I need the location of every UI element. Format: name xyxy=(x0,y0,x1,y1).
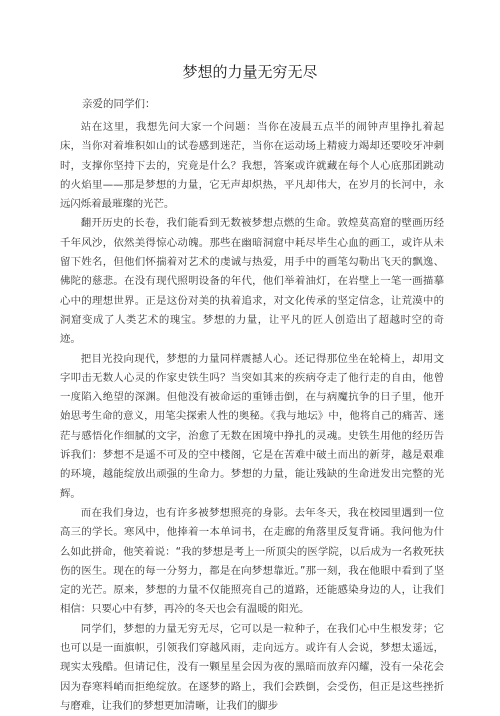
paragraph: 翻开历史的长卷，我们能看到无数被梦想点燃的生命。敦煌莫高窟的壁画历经千年风沙，依然美得惊心动魄。那些在幽暗洞窟中耗尽毕生心血的画工，或许从未留下姓名，但他们怀揣着对艺术的虔诚与热爱，用手中的画笔勾勒出飞天的飘逸、佛陀的慈悲。在没有现代照明设备的年代，他们举着油灯，在岩壁上一笔一画描摹心中的理想世界。正是这份对美的执着追求，对文化传承的坚定信念，让荒漠中的洞窟变成了人类艺术的瑰宝。梦想的力量，让平凡的匠人创造出了超越时空的奇迹。 xyxy=(60,217,444,346)
paragraph: 把目光投向现代，梦想的力量同样震撼人心。还记得那位坐在轮椅上，却用文字叩击无数人心灵的作家史铁生吗？当突如其来的疾病夺走了他行走的自由，他曾一度陷入绝望的深渊。但他没有被命运的重锤击倒，在与病魔抗争的日子里，他开始思考生命的意义，用笔尖探索人性的奥秘。《我与地坛》中，他将自己的痛苦、迷茫与感悟化作细腻的文字，治愈了无数在困境中挣扎的灵魂。史铁生用他的经历告诉我们：梦想不是遥不可及的空中楼阁，它是在苦难中破土而出的新芽，越是艰难的环境，越能绽放出顽强的生命力。梦想的力量，能让残缺的生命迸发出完整的光辉。 xyxy=(60,352,444,500)
paragraph: 同学们，梦想的力量无穷无尽，它可以是一粒种子，在我们心中生根发芽；它也可以是一面旗帜，引领我们穿越风雨，走向远方。或许有人会说，梦想太遥远，现实太残酷。但请记住，没有一颗星星会因为夜的黑暗而放弃闪耀，没有一朵花会因为春寒料峭而拒绝绽放。在逐梦的路上，我们会跌倒，会受伤，但正是这些挫折与磨难，让我们的梦想更加清晰，让我们的脚步 xyxy=(60,622,444,712)
paragraph: 站在这里，我想先问大家一个问题：当你在凌晨五点半的闹钟声里挣扎着起床，当你对着堆积如山的试卷感到迷茫，当你在运动场上精疲力竭却还要咬牙冲刺时，支撑你坚持下去的，究竟是什么？我想，答案或许就藏在每个人心底那团跳动的火焰里——那是梦想的力量，它无声却炽热，平凡却伟大，在岁月的长河中，永远闪烁着最璀璨的光芒。 xyxy=(60,121,444,211)
greeting: 亲爱的同学们： xyxy=(82,98,156,110)
document-body xyxy=(60,118,444,716)
paragraph: 而在我们身边，也有许多被梦想照亮的身影。去年冬天，我在校园里遇到一位高三的学长。寒风中，他捧着一本单词书，在走廊的角落里反复背诵。我问他为什么如此拼命，他笑着说：“我的梦想是考上一所顶尖的医学院，以后成为一名救死扶伤的医生。现在的每一分努力，都是在向梦想靠近。”那一刻，我在他眼中看到了坚定的光芒。原来，梦想的力量不仅能照亮自己的道路，还能感染身边的人，让我们相信：只要心中有梦，再冷的冬天也会有温暖的阳光。 xyxy=(60,506,444,616)
document-title: 梦想的力量无穷无尽 xyxy=(182,63,318,81)
